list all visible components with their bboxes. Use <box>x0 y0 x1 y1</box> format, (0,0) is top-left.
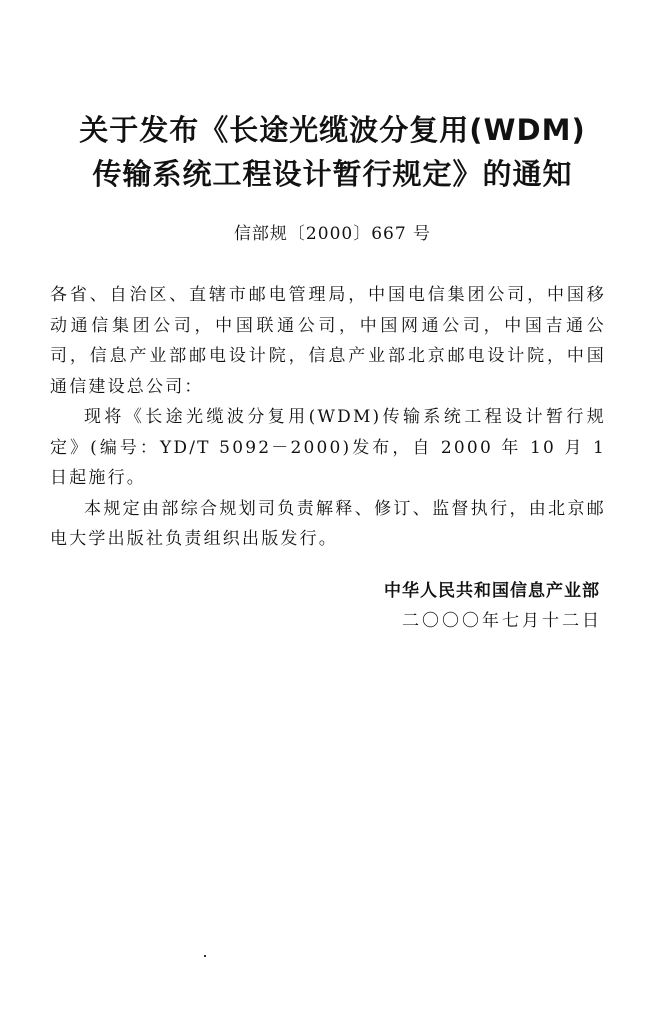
signature-date: 二〇〇〇年七月十二日 <box>402 611 602 631</box>
signature-organization: 中华人民共和国信息产业部 <box>384 581 600 601</box>
document-body <box>50 280 606 555</box>
title-line-1: 关于发布《长途光缆波分复用(WDM) <box>79 113 586 147</box>
document-title <box>60 108 605 196</box>
scan-speck <box>204 955 206 957</box>
announcement-paragraph: 现将《长途光缆波分复用(WDM)传输系统工程设计暂行规定》(编号：YD/T 5092－2000)发布，自 2000 年 10 月 1 日起施行。 <box>50 407 606 488</box>
responsibility-paragraph: 本规定由部综合规划司负责解释、修订、监督执行，由北京邮电大学出版社负责组织出版发行。 <box>50 498 606 549</box>
title-line-2: 传输系统工程设计暂行规定》的通知 <box>92 157 573 191</box>
signature-block <box>300 576 600 636</box>
document-number: 信部规〔2000〕667 号 <box>233 224 432 244</box>
addressees-paragraph: 各省、自治区、直辖市邮电管理局，中国电信集团公司，中国移动通信集团公司，中国联通公司，中国网通公司，中国吉通公司，信息产业部邮电设计院，信息产业部北京邮电设计院，中国通信建设总公司： <box>50 285 606 397</box>
